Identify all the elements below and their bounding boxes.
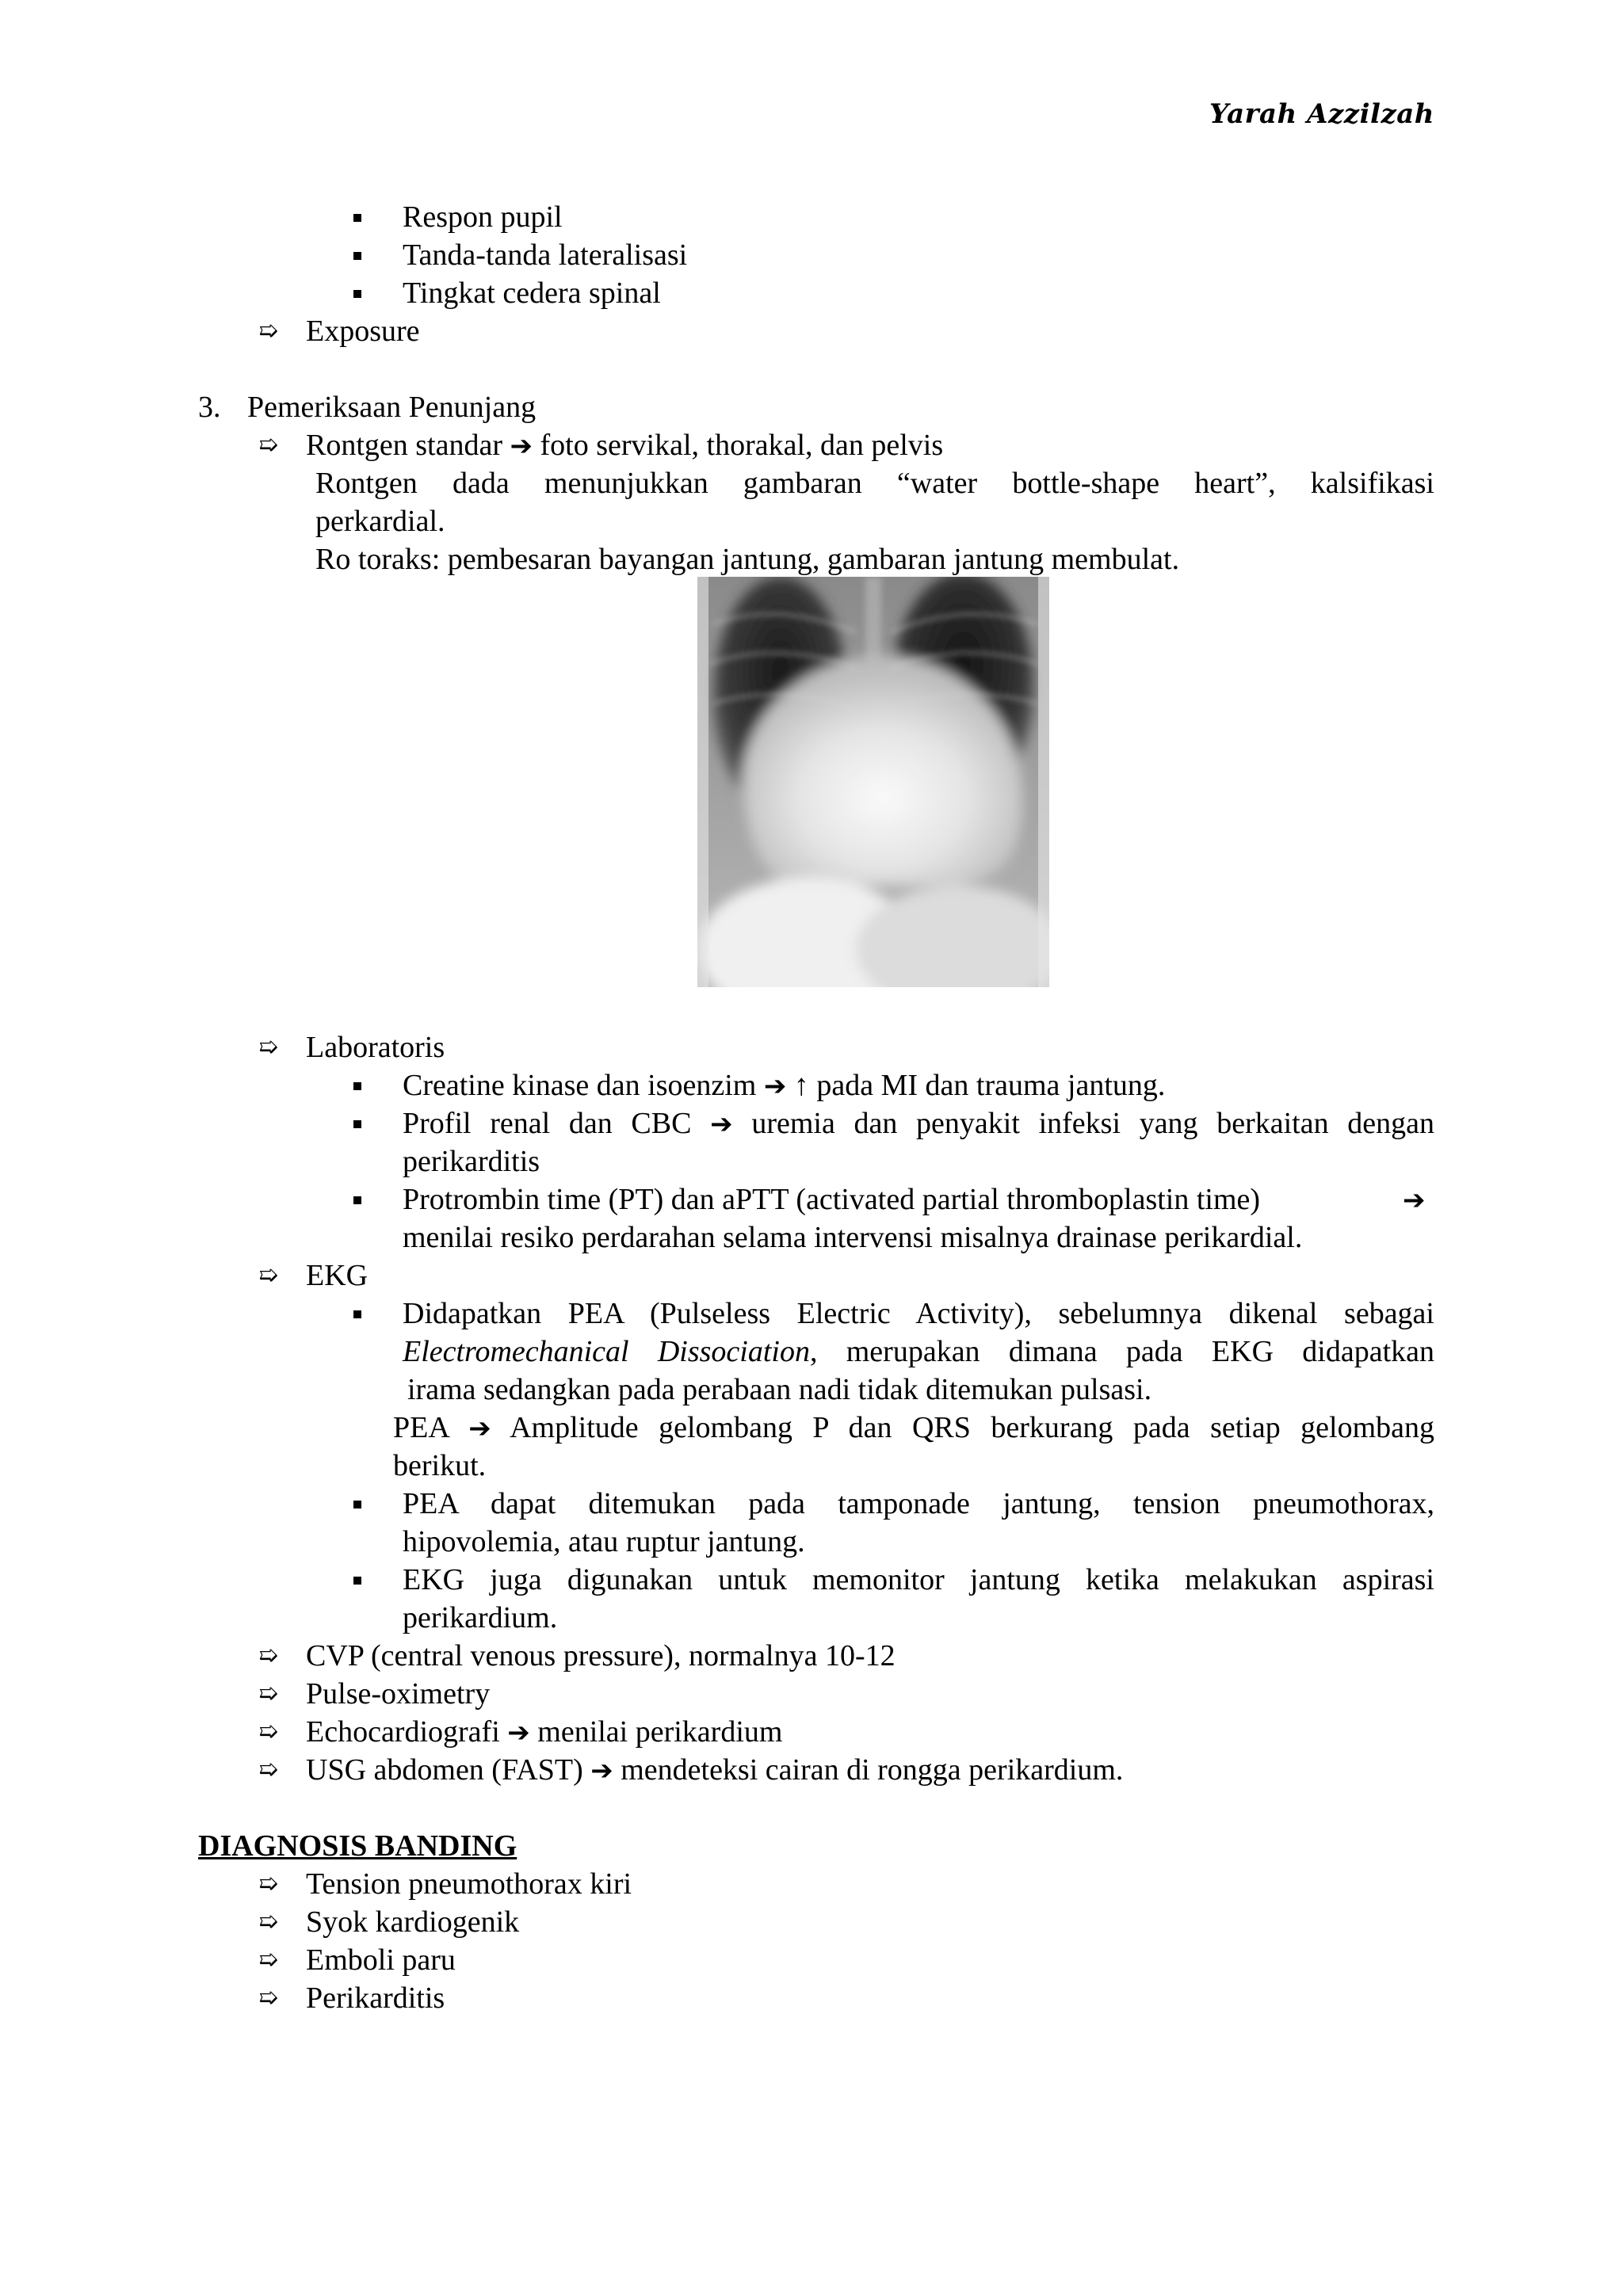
paragraph: Didapatkan PEA (Pulseless Electric Activity), sebelumnya dikenal sebagai (403, 1297, 1434, 1330)
list-item: Tingkat cedera spinal (403, 277, 661, 310)
right-arrow-icon: ➔ (507, 1717, 530, 1749)
list-item: USG abdomen (FAST) ➔ mendeteksi cairan di rongga perikardium. (306, 1753, 1124, 1787)
checkmark-arrow-icon: ➯ (258, 317, 279, 345)
square-bullet-icon (353, 290, 361, 298)
list-item: Respon pupil (403, 200, 563, 234)
list-item: CVP (central venous pressure), normalnya 10-12 (306, 1639, 896, 1672)
list-item: Laboratoris (306, 1031, 445, 1064)
paragraph: perkardial. (315, 505, 445, 538)
square-bullet-icon (353, 214, 361, 222)
right-arrow-icon: ➔ (1403, 1184, 1426, 1216)
checkmark-arrow-icon: ➯ (258, 1261, 279, 1289)
list-item: Protrombin time (PT) dan aPTT (activated partial thromboplastin time) (403, 1183, 1261, 1216)
checkmark-arrow-icon: ➯ (258, 431, 279, 459)
square-bullet-icon (353, 252, 361, 260)
checkmark-arrow-icon: ➯ (258, 1642, 279, 1669)
right-arrow-icon: ➔ (590, 1755, 613, 1787)
checkmark-arrow-icon: ➯ (258, 1870, 279, 1897)
checkmark-arrow-icon: ➯ (258, 1946, 279, 1974)
paragraph: Rontgen dada menunjukkan gambaran “water bottle-shape heart”, kalsifikasi (315, 467, 1434, 500)
square-bullet-icon (353, 1501, 361, 1508)
paragraph: hipovolemia, atau ruptur jantung. (403, 1525, 805, 1558)
list-item: EKG (306, 1259, 369, 1292)
author-header: Yarah Azzilzah (1209, 98, 1434, 130)
list-item: Perikarditis (306, 1981, 445, 2015)
list-item: Pulse-oximetry (306, 1677, 491, 1711)
checkmark-arrow-icon: ➯ (258, 1984, 279, 2012)
list-item: Syok kardiogenik (306, 1905, 520, 1939)
list-item: Tension pneumothorax kiri (306, 1867, 632, 1901)
checkmark-arrow-icon: ➯ (258, 1908, 279, 1936)
section-number: 3. (198, 391, 221, 424)
paragraph: perikardium. (403, 1601, 558, 1634)
square-bullet-icon (353, 1120, 361, 1128)
square-bullet-icon (353, 1196, 361, 1204)
list-item: Profil renal dan CBC ➔ uremia dan penyakit infeksi yang berkaitan dengan (403, 1107, 1435, 1140)
square-bullet-icon (353, 1082, 361, 1090)
paragraph: Electromechanical Dissociation, merupakan dimana pada EKG didapatkan (403, 1335, 1435, 1368)
up-arrow-icon: ↑ (793, 1069, 809, 1102)
list-item: Echocardiografi ➔ menilai perikardium (306, 1715, 783, 1749)
list-item: Creatine kinase dan isoenzim ➔ ↑ pada MI dan trauma jantung. (403, 1069, 1166, 1102)
section-heading: DIAGNOSIS BANDING (198, 1829, 517, 1863)
checkmark-arrow-icon: ➯ (258, 1718, 279, 1745)
paragraph: PEA ➔ Amplitude gelombang P dan QRS berkurang pada setiap gelombang (393, 1411, 1435, 1444)
list-item: Exposure (306, 315, 420, 348)
list-item: Tanda-tanda lateralisasi (403, 238, 688, 272)
square-bullet-icon (353, 1310, 361, 1318)
right-arrow-icon: ➔ (468, 1413, 491, 1444)
square-bullet-icon (353, 1577, 361, 1585)
paragraph: Ro toraks: pembesaran bayangan jantung, gambaran jantung membulat. (315, 543, 1180, 576)
paragraph: irama sedangkan pada perabaan nadi tidak ditemukan pulsasi. (407, 1373, 1152, 1406)
right-arrow-icon: ➔ (510, 430, 533, 462)
paragraph: PEA dapat ditemukan pada tamponade jantung, tension pneumothorax, (403, 1487, 1434, 1520)
checkmark-arrow-icon: ➯ (258, 1033, 279, 1061)
list-item: Rontgen standar ➔ foto servikal, thorakal, dan pelvis (306, 429, 944, 462)
list-item: perikarditis (403, 1145, 540, 1178)
checkmark-arrow-icon: ➯ (258, 1756, 279, 1783)
chest-xray-image (697, 577, 1049, 987)
right-arrow-icon: ➔ (710, 1108, 733, 1140)
list-item: Emboli paru (306, 1943, 456, 1977)
list-item: menilai resiko perdarahan selama intervensi misalnya drainase perikardial. (403, 1221, 1303, 1254)
section-title: Pemeriksaan Penunjang (247, 391, 537, 424)
paragraph: berikut. (393, 1449, 487, 1482)
paragraph: EKG juga digunakan untuk memonitor jantung ketika melakukan aspirasi (403, 1563, 1434, 1596)
right-arrow-icon: ➔ (763, 1070, 787, 1102)
checkmark-arrow-icon: ➯ (258, 1680, 279, 1707)
